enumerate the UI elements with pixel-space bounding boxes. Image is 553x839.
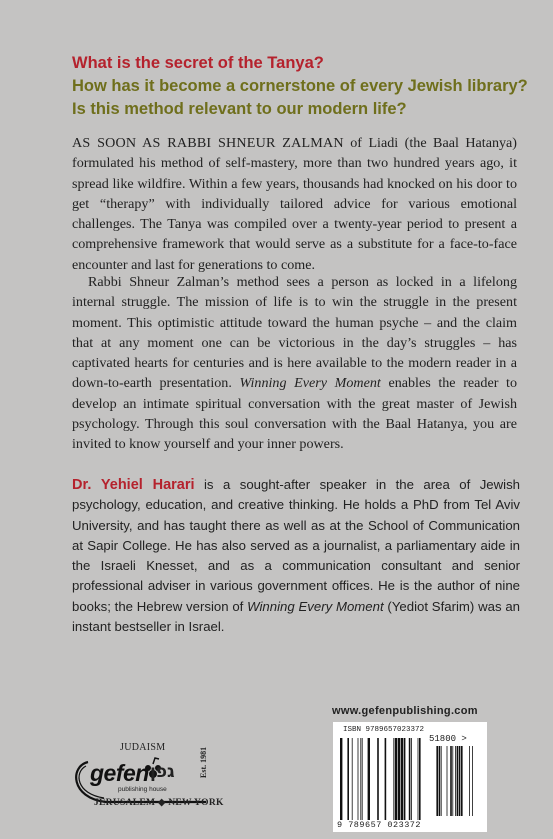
barcode-bar bbox=[352, 738, 353, 820]
question-1: What is the secret of the Tanya? bbox=[72, 54, 324, 72]
barcode-bar bbox=[409, 738, 411, 820]
barcode-bar bbox=[469, 746, 470, 816]
barcode-bar bbox=[347, 738, 349, 820]
barcode-bar bbox=[457, 746, 459, 816]
barcode-bar bbox=[450, 746, 452, 816]
barcode-bar bbox=[447, 746, 448, 816]
isbn-barcode bbox=[333, 722, 487, 832]
author-bio bbox=[72, 475, 520, 637]
barcode-bar bbox=[418, 738, 419, 820]
questions-block bbox=[72, 52, 542, 121]
publisher-subtitle: publishing house bbox=[118, 786, 167, 793]
barcode-bar bbox=[362, 738, 363, 820]
barcode-bar bbox=[393, 738, 394, 820]
barcode-bar bbox=[411, 738, 412, 820]
description-paragraph-2 bbox=[72, 272, 517, 455]
paragraph-2-text-after: enables the reader to develop an intimate spiritual conversation with the great master of Jewish psychology. Through this soul conversation with the Baal Hatanya, you are invited to know yourself and your inner powers. bbox=[72, 375, 517, 453]
barcode-bar bbox=[395, 738, 397, 820]
isbn-text: ISBN 9789657023372 bbox=[343, 726, 425, 734]
publisher-location: JERUSALEM ◆ NEW YORK bbox=[94, 798, 224, 808]
ean-barcode-bars bbox=[339, 738, 425, 820]
author-name: Dr. Yehiel Harari bbox=[72, 477, 195, 493]
barcode-bar bbox=[436, 746, 438, 816]
publisher-hebrew-name: גפן bbox=[150, 762, 175, 782]
barcode-bar bbox=[455, 746, 456, 816]
barcode-bar bbox=[368, 738, 370, 820]
barcode-bar bbox=[401, 738, 403, 820]
barcode-bar bbox=[441, 746, 442, 816]
bio-book-title: Winning Every Moment bbox=[247, 598, 384, 614]
barcode-bar bbox=[452, 746, 453, 816]
paragraph-lead: AS SOON AS RABBI SHNEUR ZALMAN bbox=[72, 135, 344, 151]
barcode-bar bbox=[358, 738, 359, 820]
book-title-italic: Winning Every Moment bbox=[239, 375, 381, 392]
ean-digits: 9 789657 023372 bbox=[337, 820, 422, 830]
question-3: Is this method relevant to our modern life? bbox=[72, 100, 407, 118]
publisher-website: www.gefenpublishing.com bbox=[332, 705, 478, 717]
barcode-bar bbox=[461, 746, 463, 816]
barcode-bar bbox=[340, 738, 342, 820]
barcode-bar bbox=[404, 738, 406, 820]
barcode-bar bbox=[439, 746, 441, 816]
bio-text-after: (Yediot Sfarim) was an instant bestseller in Israel. bbox=[72, 598, 521, 635]
barcode-bar bbox=[472, 746, 473, 816]
price-code-text: 51800 > bbox=[429, 734, 467, 744]
price-barcode-bars bbox=[428, 746, 478, 816]
description-paragraph-1 bbox=[72, 133, 517, 275]
genre-label: JUDAISM bbox=[120, 742, 166, 753]
paragraph-2-text-before: Rabbi Shneur Zalman’s method sees a person as locked in a lifelong internal struggle. The mission of life is to win the struggle in the present moment. This optimistic attitude toward the human psyche – and the claim that at any moment one can be victorious in the day’s struggles – has captivated hearts for centuries and is here available to the modern reader in a down-to-earth presentation. bbox=[72, 274, 517, 392]
barcode-bar bbox=[459, 746, 461, 816]
barcode-bar bbox=[385, 738, 387, 820]
barcode-bar bbox=[377, 738, 379, 820]
barcode-bar bbox=[398, 738, 400, 820]
publisher-established: Est. 1981 bbox=[199, 746, 208, 778]
publisher-name: gefen bbox=[90, 760, 149, 786]
bio-text-before: is a sought-after speaker in the area of Jewish psychology, education, and creative thinking. He holds a PhD from Tel Aviv University, and has taught there as well as at the School of Communication at Sapir College. He has also served as a journalist, a parliamentary aide in the Israeli Knesset, and as a communication consultant and senior professional adviser in various government offices. He is the author of nine books; the Hebrew version of bbox=[72, 477, 521, 614]
barcode-bar bbox=[419, 738, 421, 820]
paragraph-1-text: of Liadi (the Baal Hatanya) formulated his method of self-mastery, more than two hundred years ago, it spread like wildfire. Within a few years, thousands had knocked on his door to get “therapy” with individually tailored advice for various emotional challenges. The Tanya was compiled over a twenty-year period to present a comprehensive framework that would serve as a substitute for a face-to-face encounter and last for generations to come. bbox=[72, 135, 517, 273]
barcode-bar bbox=[360, 738, 361, 820]
question-2: How has it become a cornerstone of every Jewish library? bbox=[72, 77, 528, 95]
